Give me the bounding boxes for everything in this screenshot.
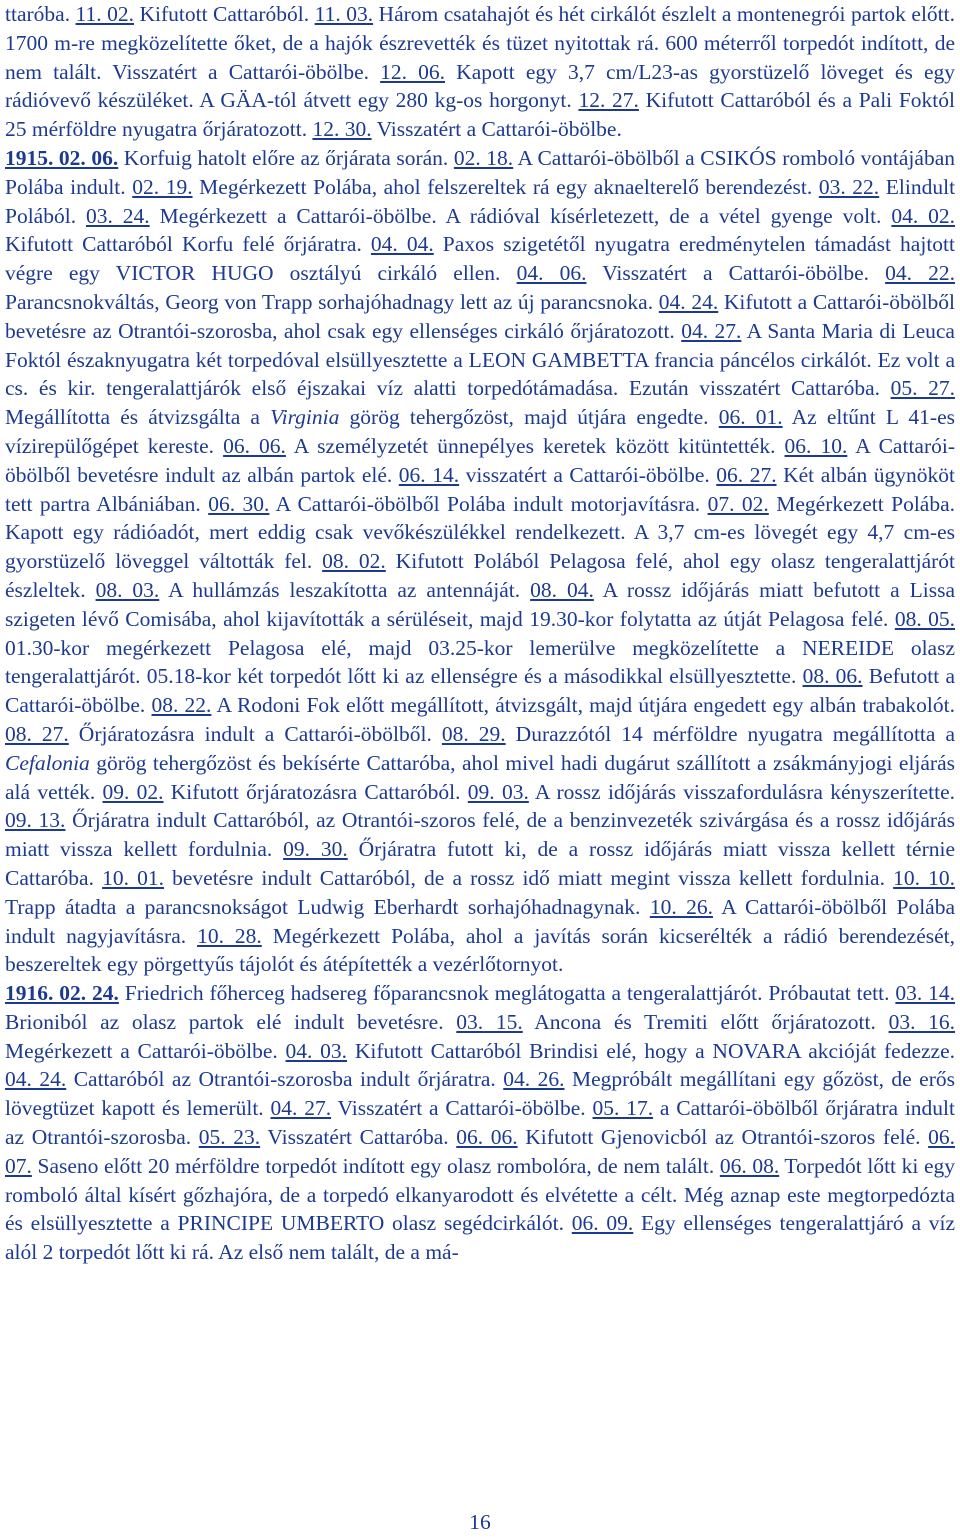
date: 08. 04. — [530, 577, 594, 602]
text-run: Paxos szigetétől nyugatra eredménytelen támadást hajtott végre egy VICTOR HUGO osztályú cirkáló ellen. — [5, 232, 955, 286]
text-run: Őrjáratozásra indult a Cattarói-öbölből. — [68, 721, 442, 746]
date: 06. 08. — [719, 1153, 780, 1178]
text-run: Kifutott Cattaróból és a Pali Foktól 25 mérföldre nyugatra őrjáratozott. — [5, 88, 955, 142]
date: 09. 13. — [5, 808, 66, 833]
text-run: A Rodoni Fok előtt megállított, átvizsgált, majd útjára engedett egy albán trabakolót. — [211, 693, 955, 718]
date: 09. 03. — [467, 779, 529, 804]
text-run: görög tehergőzöst és bekísérte Cattaróba, ahol mivel hadi dugárut szállított a zsákmányjogi eljárás alá vették. — [5, 750, 955, 804]
text-run: Visszatért a Cattarói-öbölbe. — [371, 117, 622, 142]
text-run: Cattaróból az Otrantói-szorosba indult őrjáratra. — [66, 1067, 504, 1092]
date: 08. 29. — [441, 721, 506, 746]
date: 04. 22. — [885, 261, 956, 286]
text-run: Visszatért Cattaróba. — [260, 1125, 457, 1150]
date: 03. 15. — [456, 1009, 523, 1034]
text-run: Elindult Polából. — [5, 174, 956, 228]
date: 11. 03. — [314, 2, 374, 26]
date: 05. 17. — [592, 1096, 654, 1121]
date: 04. 24. — [658, 289, 719, 314]
date: 06. 07. — [5, 1125, 955, 1178]
text-run: A rossz időjárás visszafordulásra kényszerítette. — [528, 779, 955, 804]
date: 08. 03. — [95, 577, 160, 602]
date: 12. 27. — [578, 88, 639, 113]
date: 06. 14. — [398, 462, 460, 487]
date: 03. 22. — [818, 174, 880, 199]
date: 05. 23. — [198, 1125, 261, 1150]
text-run: A személyzetét ünnepélyes keretek között kitüntették. — [285, 433, 785, 458]
text-run: Kifutott Gjenovicból az Otrantói-szoros felé. — [517, 1125, 929, 1150]
date: 08. 02. — [322, 549, 386, 574]
date: 04. 27. — [681, 318, 742, 343]
text-run: Kifutott őrjáratozásra Cattaróból. — [163, 779, 468, 804]
text-run: Trapp átadta a parancsnokságot Ludwig Eberhardt sorhajóhadnagynak. — [5, 894, 650, 919]
date: 03. 14. — [895, 981, 955, 1006]
text-run: A rossz időjárás miatt befutott a Lissa szigeten lévő Comisába, ahol kijavították a sérüléseit, majd 19.30-kor folytatta az útját Pelagosa felé. — [5, 577, 956, 631]
text-run: Megérkezett Polába, ahol a javítás során kicserélték a rádió berendezését, beszereltek egy pörgettyűs tájolót és átépítették a vezérlőtornyot. — [5, 923, 956, 977]
date: 04. 03. — [285, 1038, 348, 1063]
text-run: 01.30-kor megérkezett Pelagosa elé, majd 03.25-kor lemerülve megközelítette a NEREIDE olasz tengeralattjárót. 05.18-kor két torpedót lőtt ki az ellenségre és a másodikkal elsüllyesztette. — [5, 635, 955, 689]
date: 10. 28. — [197, 923, 262, 948]
date: 08. 27. — [5, 721, 69, 746]
date: 11. 02. — [75, 2, 134, 26]
text-run: Visszatért a Cattarói-öbölbe. — [586, 261, 886, 286]
date: 06. 30. — [208, 491, 270, 516]
text-run: Parancsnokváltás, Georg von Trapp sorhajóhadnagy lett az új parancsnoka. — [5, 289, 659, 314]
date: 09. 02. — [102, 779, 164, 804]
date: 03. 24. — [86, 203, 150, 228]
paragraph — [5, 979, 955, 1267]
date: 04. 04. — [370, 232, 434, 257]
date: 02. 19. — [132, 174, 193, 199]
text-run: Két albán ügynököt tett partra Albániában. — [5, 462, 956, 516]
date: 12. 30. — [312, 117, 372, 142]
text-run: Megérkezett Polába. Kapott egy rádióadót, mert eddig csak vevőkészülékkel rendelkezett. A 3,7 cm-es lövegét egy 4,7 cm-es gyorstüzelő löveggel váltották fel. — [5, 491, 956, 574]
text-run: Durazzótól 14 mérföldre nyugatra megállította a — [505, 721, 956, 746]
date: 06. 09. — [571, 1211, 634, 1236]
text-run: A hullámzás leszakította az antennáját. — [159, 577, 531, 602]
text-run: A Santa Maria di Leuca Foktól északnyugatra két torpedóval elsüllyesztette a LEON GAMBETTA francia páncélos cirkálót. Ez volt a cs. és kir. tengeralattjárók első éjszakai víz alatti torpedótámadása. Ezután visszatért Cattaróba. — [5, 318, 955, 401]
text-run: Egy ellenséges tengeralattjáró a víz alól 2 torpedót lőtt ki rá. Az első nem talált, de a má- — [5, 1211, 956, 1265]
date: 09. 30. — [283, 837, 348, 862]
text-run: Kifutott Polából Pelagosa felé, ahol egy olasz tengeralattjárót észleltek. — [5, 549, 956, 602]
text-run: bevetésre indult Cattaróból, de a rossz idő miatt megint vissza kellett fordulnia. — [163, 865, 894, 890]
body-text — [5, 0, 955, 1267]
date: 06. 06. — [456, 1125, 518, 1150]
date: 08. 06. — [802, 664, 863, 689]
text-run: Megérkezett a Cattarói-öbölbe. A rádióval kísérletezett, de a vétel gyenge volt. — [149, 203, 892, 228]
text-run: A Cattarói-öbölből bevetésre indult az albán partok elé. — [5, 433, 956, 487]
date: 08. 22. — [151, 693, 212, 718]
text-run: Saseno előtt 20 mérföldre torpedót indított egy olasz rombolóra, de nem talált. — [31, 1153, 720, 1178]
text-run: A Cattarói-öbölből a CSIKÓS romboló vontájában Polába indult. — [5, 145, 955, 199]
paragraph — [5, 144, 955, 979]
text-run: Kifutott Cattaróból Brindisi elé, hogy a NOVARA akcióját fedezze. — [347, 1038, 955, 1063]
text-run: Az eltűnt L 41-es vízirepülőgépet kereste. — [5, 405, 955, 458]
date: 02. 18. — [453, 145, 514, 170]
date: 06. 27. — [716, 462, 777, 487]
text-run: Megállította és átvizsgálta a — [5, 405, 271, 430]
text-run: Kifutott a Cattarói-öbölből bevetésre az Otrantói-szorosba, ahol csak egy ellenséges cirkáló őrjáratozott. — [5, 289, 955, 343]
text-run: A Cattarói-öbölből Polába indult motorjavításra. — [269, 491, 708, 516]
text-run: Brioniból az olasz partok elé indult bevetésre. — [5, 1009, 457, 1034]
text-run: Torpedót lőtt ki egy romboló által kísért gőzhajóra, de a torpedó elkanyarodott és elvétette a célt. Még aznap este megtorpedózta és elsüllyesztette a PRINCIPE UMBERTO olasz segédcirkálót. — [5, 1153, 956, 1236]
date: 10. 10. — [893, 865, 955, 890]
date: 06. 01. — [718, 405, 783, 430]
date: 03. 16. — [888, 1009, 956, 1034]
date: 08. 05. — [894, 606, 956, 631]
text-run: görög tehergőzöst, majd útjára engedte. — [339, 405, 719, 430]
date: 04. 24. — [5, 1067, 67, 1092]
text-run: Befutott a Cattarói-öbölbe. — [5, 664, 955, 718]
date: 04. 06. — [516, 261, 587, 286]
ship-name: Cefalonia — [5, 750, 90, 775]
date: 05. 27. — [890, 376, 955, 401]
date: 04. 27. — [270, 1096, 332, 1121]
ship-name: Virginia — [270, 405, 340, 430]
year-date: 1916. 02. 24. — [5, 981, 119, 1006]
date: 06. 06. — [223, 433, 286, 458]
date: 10. 26. — [649, 894, 713, 919]
date: 12. 06. — [380, 59, 446, 84]
date: 06. 10. — [784, 433, 848, 458]
text-run: Három csatahajót és hét cirkálót észlelt a montenegrói partok előtt. 1700 m-re megközelítette őket, de a hajók észrevették és tüzet nyitottak rá. 600 méterről torpedót indított, de nem talált. Visszatért a Cattarói-öbölbe. — [5, 2, 956, 84]
text-run: visszatért a Cattarói-öbölbe. — [459, 462, 717, 487]
year-date: 1915. 02. 06. — [5, 145, 119, 170]
text-run: Kapott egy 3,7 cm/L23-as gyorstüzelő löveget és egy rádióvevő készüléket. A GÄA-tól átvett egy 280 kg-os horgonyt. — [5, 59, 956, 113]
page-number: 16 — [469, 1510, 491, 1534]
text-run: Őrjáratra indult Cattaróból, az Otrantói-szoros felé, de a benzinvezeték szivárgása és a rossz időjárás miatt vissza kellett fordulnia. — [5, 808, 955, 862]
text-run: Visszatért a Cattarói-öbölbe. — [331, 1096, 593, 1121]
text-run: Megérkezett Polába, ahol felszereltek rá egy aknaelterelő berendezést. — [192, 174, 819, 199]
date: 07. 02. — [707, 491, 769, 516]
text-run: a Cattarói-öbölből őrjáratra indult az Otrantói-szorosba. — [5, 1096, 956, 1150]
text-run: Korfuig hatolt előre az őrjárata során. — [118, 145, 454, 170]
date: 04. 02. — [891, 203, 956, 228]
text-run: Őrjáratra futott ki, de a rossz időjárás miatt vissza kellett térnie Cattaróba. — [5, 837, 955, 890]
text-run: Megpróbált megállítani egy gőzöst, de erős lövegtüzet kapott és lemerült. — [5, 1067, 955, 1121]
text-run: Kifutott Cattaróból. — [133, 2, 315, 26]
date: 04. 26. — [503, 1067, 565, 1092]
text-run: ttaróba. — [5, 2, 76, 26]
paragraph — [5, 0, 955, 144]
text-run: Ancona és Tremiti előtt őrjáratozott. — [522, 1009, 889, 1034]
text-run: Megérkezett a Cattarói-öbölbe. — [5, 1038, 286, 1063]
text-run: Friedrich főherceg hadsereg főparancsnok meglátogatta a tengeralattjárót. Próbautat tett. — [118, 981, 896, 1006]
text-run: A Cattarói-öbölből Polába indult nagyjavításra. — [5, 894, 955, 948]
date: 10. 01. — [102, 865, 164, 890]
text-run: Kifutott Cattaróból Korfu felé őrjáratra. — [5, 232, 371, 257]
